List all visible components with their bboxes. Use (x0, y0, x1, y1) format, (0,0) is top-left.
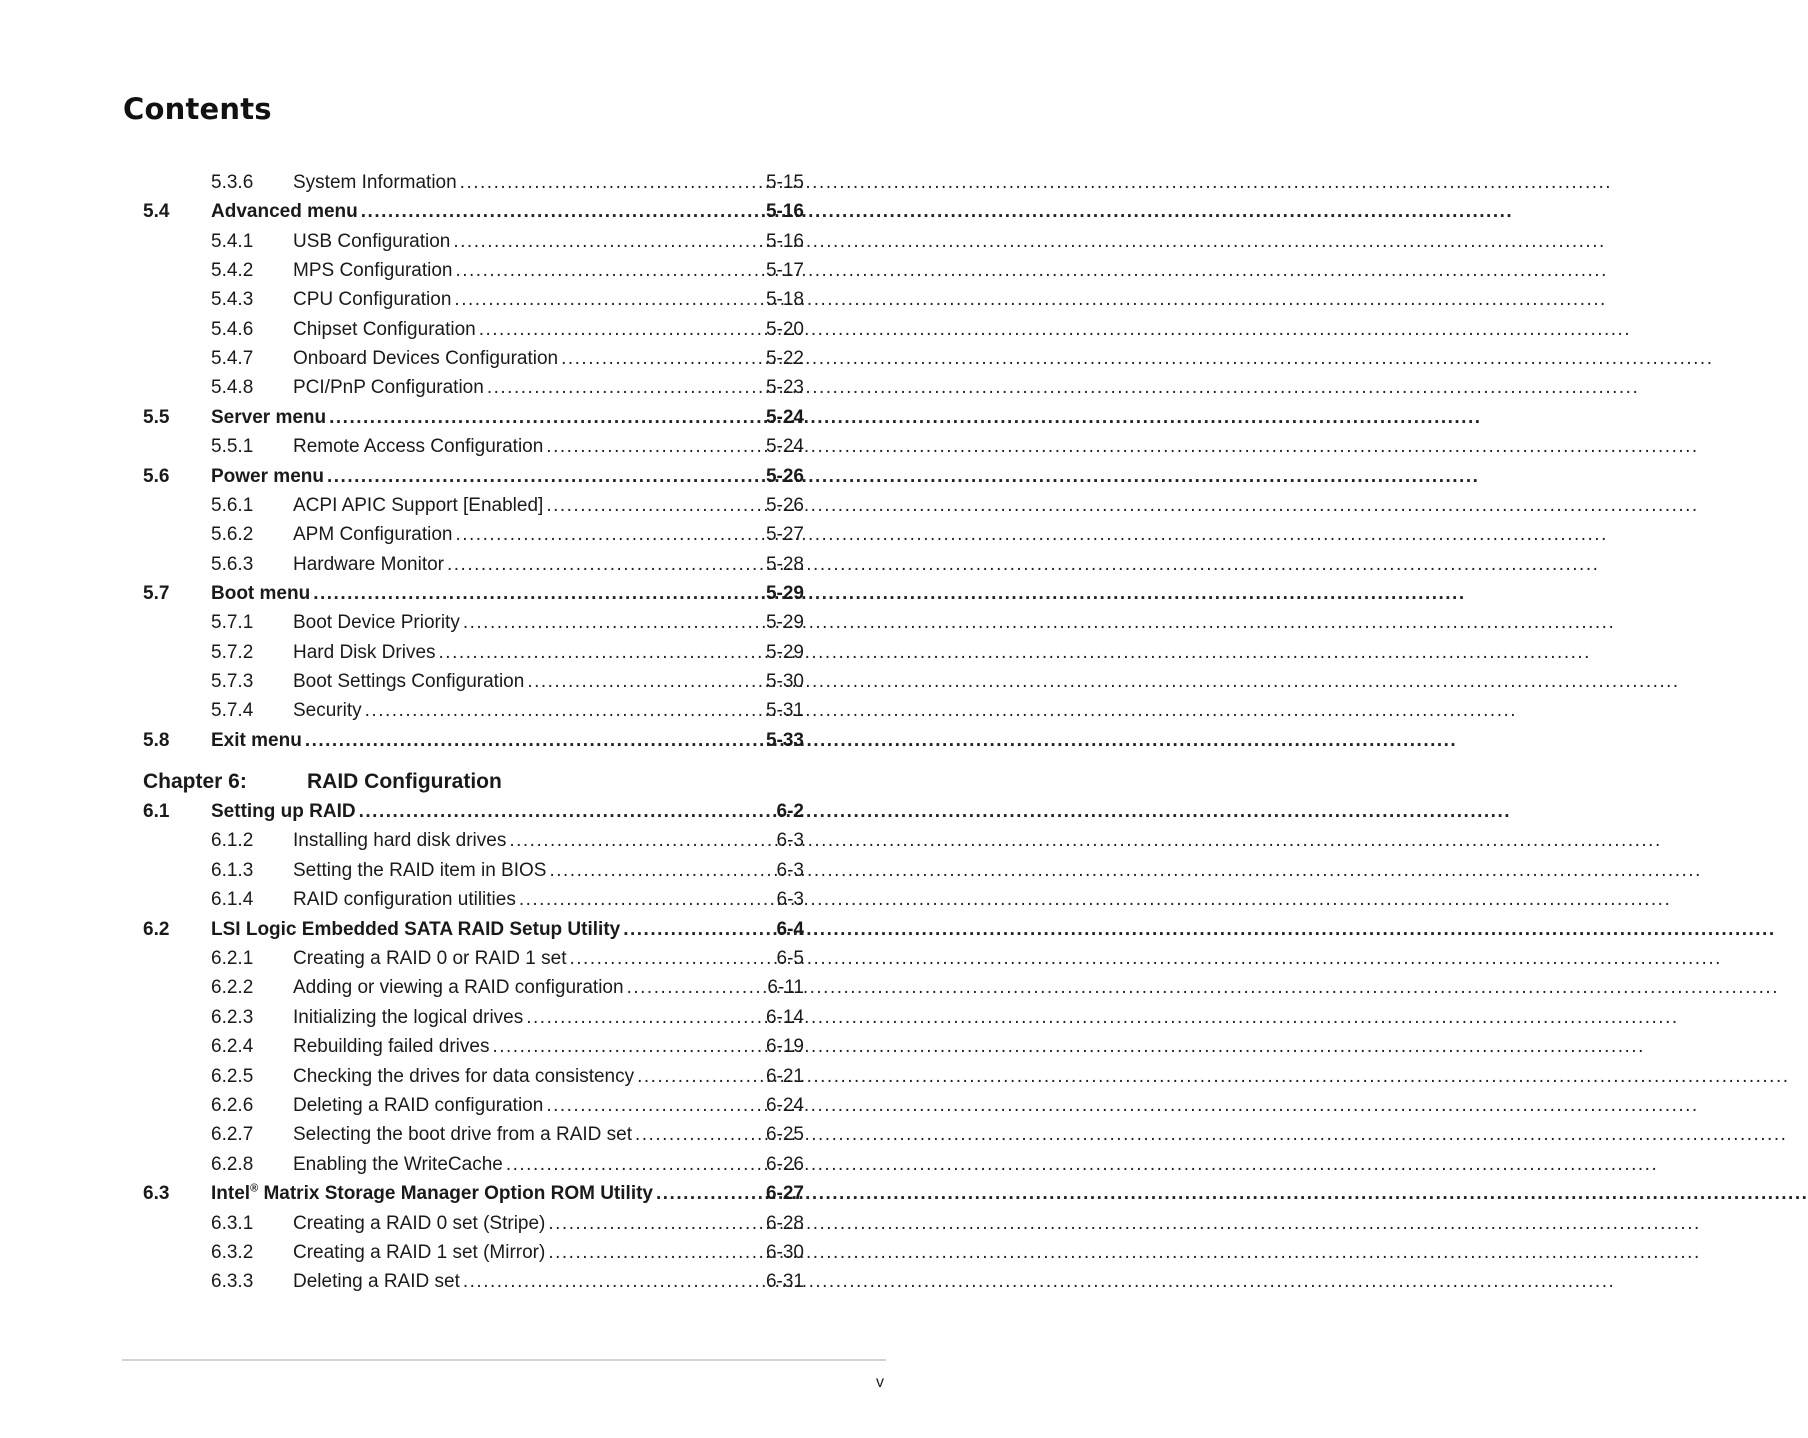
toc-entry-title: RAID configuration utilities (293, 889, 516, 910)
toc-entry-number: 6.3.1 (211, 1213, 254, 1234)
dot-leader (548, 1212, 763, 1236)
toc-subsection-entry[interactable] (211, 859, 804, 883)
toc-entry-page: 6-25 (765, 1124, 804, 1145)
toc-entry-number: 5.3.6 (211, 172, 254, 193)
dot-leader (361, 200, 763, 224)
toc-entry-number: 5.6.1 (211, 495, 254, 516)
toc-subsection-entry[interactable] (211, 641, 804, 665)
toc-section-entry[interactable] (143, 465, 804, 489)
toc-subsection-entry[interactable] (211, 171, 804, 195)
toc-entry-page: 6-4 (776, 919, 804, 940)
toc-entry-title: PCI/PnP Configuration (293, 377, 484, 398)
toc-entry-page: 6-5 (776, 948, 804, 969)
dot-leader (460, 171, 763, 195)
toc-entry-title: APM Configuration (293, 524, 453, 545)
dot-leader (570, 947, 774, 971)
toc-entry-number: 5.5 (143, 407, 170, 428)
dot-leader (454, 288, 763, 312)
toc-entry-number: 6.2.4 (211, 1036, 254, 1057)
dot-leader (453, 230, 763, 254)
dot-leader (623, 918, 773, 942)
toc-entry-page: 6-3 (776, 860, 804, 881)
toc-subsection-entry[interactable] (211, 829, 804, 853)
dot-leader (359, 800, 774, 824)
toc-subsection-entry[interactable] (211, 976, 804, 1000)
toc-entry-page: 6-14 (765, 1007, 804, 1028)
toc-entry-title: Boot Device Priority (293, 612, 460, 633)
toc-entry-number: 5.8 (143, 730, 170, 751)
toc-entry-number: 5.4.3 (211, 289, 254, 310)
toc-entry-title: Onboard Devices Configuration (293, 348, 559, 369)
page-title: Contents (123, 92, 272, 126)
toc-entry-title: USB Configuration (293, 231, 451, 252)
toc-section-entry[interactable] (143, 918, 804, 942)
toc-entry-title: Hard Disk Drives (293, 642, 436, 663)
toc-entry-title: Security (293, 700, 362, 721)
dot-leader (487, 376, 763, 400)
toc-entry-page: 5-15 (765, 172, 804, 193)
toc-entry-title: Deleting a RAID set (293, 1271, 460, 1292)
toc-subsection-entry[interactable] (211, 1270, 804, 1294)
toc-subsection-entry[interactable] (211, 259, 804, 283)
dot-leader (479, 318, 763, 342)
toc-entry-page: 5-20 (765, 319, 804, 340)
toc-subsection-entry[interactable] (211, 318, 804, 342)
toc-entry-title: Server menu (211, 407, 327, 428)
toc-entry-number: 5.4.1 (211, 231, 254, 252)
dot-leader (546, 1094, 763, 1118)
toc-section-entry[interactable] (143, 1182, 804, 1206)
dot-leader (447, 553, 763, 577)
dot-leader (656, 1182, 763, 1206)
toc-entry-page: 6-21 (765, 1066, 804, 1087)
toc-entry-number: 5.7.1 (211, 612, 254, 633)
toc-entry-number: 6.2.5 (211, 1066, 254, 1087)
toc-entry-title: Creating a RAID 0 or RAID 1 set (293, 948, 567, 969)
dot-leader (527, 670, 763, 694)
toc-subsection-entry[interactable] (211, 288, 804, 312)
chapter-title: RAID Configuration (307, 770, 502, 793)
toc-subsection-entry[interactable] (211, 670, 804, 694)
dot-leader (526, 1006, 763, 1030)
toc-entry-number: 5.4 (143, 201, 170, 222)
toc-entry-page: 5-22 (765, 348, 804, 369)
toc-entry-title: LSI Logic Embedded SATA RAID Setup Utility (211, 919, 621, 940)
toc-entry-page: 5-27 (765, 524, 804, 545)
toc-subsection-entry[interactable] (211, 1094, 804, 1118)
dot-leader (549, 859, 773, 883)
toc-entry-title: Remote Access Configuration (293, 436, 544, 457)
toc-entry-page: 6-3 (776, 889, 804, 910)
registered-mark: ® (250, 1182, 259, 1195)
toc-section-entry[interactable] (143, 582, 804, 606)
toc-subsection-entry[interactable] (211, 947, 804, 971)
toc-entry-title: Creating a RAID 0 set (Stripe) (293, 1213, 546, 1234)
dot-leader (455, 523, 763, 547)
toc-subsection-entry[interactable] (211, 611, 804, 635)
toc-entry-page: 5-24 (765, 436, 804, 457)
toc-subsection-entry[interactable] (211, 1035, 804, 1059)
toc-entry-number: 6.1.2 (211, 830, 254, 851)
toc-entry-title: Power menu (211, 466, 324, 487)
toc-entry-number: 6.2.3 (211, 1007, 254, 1028)
dot-leader (492, 1035, 763, 1059)
toc-section-entry[interactable] (143, 406, 804, 430)
chapter-number: Chapter 6: (143, 770, 247, 793)
toc-entry-title: Rebuilding failed drives (293, 1036, 490, 1057)
toc-entry-number: 5.6.3 (211, 554, 254, 575)
page-number: v (876, 1374, 884, 1391)
toc-entry-number: 5.7.4 (211, 700, 254, 721)
toc-entry-page: 5-23 (765, 377, 804, 398)
toc-entry-page: 6-28 (765, 1213, 804, 1234)
toc-entry-title: Setting up RAID (211, 801, 356, 822)
toc-subsection-entry[interactable] (211, 1212, 804, 1236)
toc-entry-page: 6-30 (765, 1242, 804, 1263)
toc-entry-number: 5.4.8 (211, 377, 254, 398)
toc-subsection-entry[interactable] (211, 888, 804, 912)
toc-entry-title: Installing hard disk drives (293, 830, 507, 851)
toc-entry-page: 5-28 (765, 554, 804, 575)
toc-section-entry[interactable] (143, 200, 804, 224)
toc-entry-title: Hardware Monitor (293, 554, 444, 575)
toc-entry-number: 6.2 (143, 919, 170, 940)
toc-entry-title: Boot menu (211, 583, 311, 604)
toc-subsection-entry[interactable] (211, 494, 804, 518)
toc-entry-title: MPS Configuration (293, 260, 453, 281)
toc-entry-number: 6.2.6 (211, 1095, 254, 1116)
dot-leader (455, 259, 763, 283)
toc-entry-page: 5-26 (765, 466, 804, 487)
footer-rule (122, 1359, 886, 1361)
toc-entry-page: 5-24 (765, 407, 804, 428)
toc-entry-number: 5.6.2 (211, 524, 254, 545)
toc-entry-title: Deleting a RAID configuration (293, 1095, 544, 1116)
toc-subsection-entry[interactable] (211, 1241, 804, 1265)
toc-entry-page: 6-3 (776, 830, 804, 851)
dot-leader (463, 1270, 763, 1294)
dot-leader (519, 888, 774, 912)
toc-entry-title: Setting the RAID item in BIOS (293, 860, 547, 881)
toc-entry-page: 6-11 (767, 977, 804, 998)
toc-entry-number: 6.1.3 (211, 860, 254, 881)
toc-entry-title: Enabling the WriteCache (293, 1154, 503, 1175)
toc-entry-title-part: Matrix Storage Manager Option ROM Utility (258, 1183, 653, 1204)
toc-subsection-entry[interactable] (211, 1006, 804, 1030)
toc-entry-page: 6-19 (765, 1036, 804, 1057)
toc-entry-title: Adding or viewing a RAID configuration (293, 977, 624, 998)
toc-entry-title: CPU Configuration (293, 289, 452, 310)
toc-entry-number: 5.4.6 (211, 319, 254, 340)
toc-entry-title: Creating a RAID 1 set (Mirror) (293, 1242, 546, 1263)
toc-entry-page: 5-29 (765, 612, 804, 633)
toc-section-entry[interactable] (143, 800, 804, 824)
toc-entry-number: 6.2.1 (211, 948, 254, 969)
dot-leader (509, 829, 773, 853)
toc-entry-page: 5-29 (765, 583, 804, 604)
dot-leader (635, 1123, 763, 1147)
toc-entry-title: Selecting the boot drive from a RAID set (293, 1124, 632, 1145)
toc-entry-page: 5-33 (765, 730, 804, 751)
toc-entry-number: 6.2.2 (211, 977, 254, 998)
toc-entry-title-part: Intel (211, 1183, 251, 1204)
toc-entry-page: 6-2 (776, 801, 804, 822)
toc-subsection-entry[interactable] (211, 1123, 804, 1147)
dot-leader (548, 1241, 763, 1265)
toc-subsection-entry[interactable] (211, 435, 804, 459)
chapter-heading (143, 768, 502, 796)
dot-leader (561, 347, 763, 371)
toc-entry-page: 5-18 (765, 289, 804, 310)
toc-entry-page: 5-26 (765, 495, 804, 516)
toc-entry-number: 6.3 (143, 1183, 170, 1204)
toc-entry-page: 5-31 (765, 700, 804, 721)
toc-entry-title: Advanced menu (211, 201, 358, 222)
toc-subsection-entry[interactable] (211, 230, 804, 254)
dot-leader (365, 699, 763, 723)
toc-entry-title: Boot Settings Configuration (293, 671, 525, 692)
toc-entry-number: 5.4.7 (211, 348, 254, 369)
dot-leader (546, 435, 763, 459)
toc-subsection-entry[interactable] (211, 347, 804, 371)
toc-entry-title: Exit menu (211, 730, 302, 751)
dot-leader (546, 494, 763, 518)
toc-entry-number: 5.6 (143, 466, 170, 487)
toc-entry-number: 5.5.1 (211, 436, 254, 457)
toc-entry-number: 6.2.7 (211, 1124, 254, 1145)
toc-entry-page: 6-26 (765, 1154, 804, 1175)
toc-entry-page: 6-31 (765, 1271, 804, 1292)
toc-entry-page: 5-16 (765, 201, 804, 222)
toc-entry-number: 6.3.3 (211, 1271, 254, 1292)
toc-subsection-entry[interactable] (211, 376, 804, 400)
toc-entry-number: 5.4.2 (211, 260, 254, 281)
toc-entry-page: 6-24 (765, 1095, 804, 1116)
toc-entry-number: 6.1 (143, 801, 170, 822)
toc-entry-page: 6-27 (765, 1183, 804, 1204)
dot-leader (329, 406, 763, 430)
toc-entry-title: Checking the drives for data consistency (293, 1066, 635, 1087)
dot-leader (627, 976, 765, 1000)
dot-leader (439, 641, 763, 665)
toc-subsection-entry[interactable] (211, 553, 804, 577)
toc-subsection-entry[interactable] (211, 699, 804, 723)
toc-subsection-entry[interactable] (211, 523, 804, 547)
toc-entry-number: 5.7.2 (211, 642, 254, 663)
toc-entry-title: System Information (293, 172, 457, 193)
toc-entry-page: 5-30 (765, 671, 804, 692)
dot-leader (327, 465, 763, 489)
toc-entry-page: 5-16 (765, 231, 804, 252)
toc-entry-title: Initializing the logical drives (293, 1007, 524, 1028)
toc-entry-number: 6.3.2 (211, 1242, 254, 1263)
dot-leader (506, 1153, 763, 1177)
toc-entry-number: 6.2.8 (211, 1154, 254, 1175)
toc-entry-number: 5.7.3 (211, 671, 254, 692)
toc-subsection-entry[interactable] (211, 1153, 804, 1177)
toc-entry-number: 5.7 (143, 583, 170, 604)
toc-entry-page: 5-17 (765, 260, 804, 281)
dot-leader (305, 729, 763, 753)
toc-entry-title (211, 1182, 653, 1206)
toc-entry-page: 5-29 (765, 642, 804, 663)
toc-entry-title: Chipset Configuration (293, 319, 476, 340)
dot-leader (463, 611, 763, 635)
toc-entry-title: ACPI APIC Support [Enabled] (293, 495, 544, 516)
toc-entry-number: 6.1.4 (211, 889, 254, 910)
toc-subsection-entry[interactable] (211, 1065, 804, 1089)
toc-section-entry[interactable] (143, 729, 804, 753)
dot-leader (637, 1065, 763, 1089)
dot-leader (313, 582, 763, 606)
